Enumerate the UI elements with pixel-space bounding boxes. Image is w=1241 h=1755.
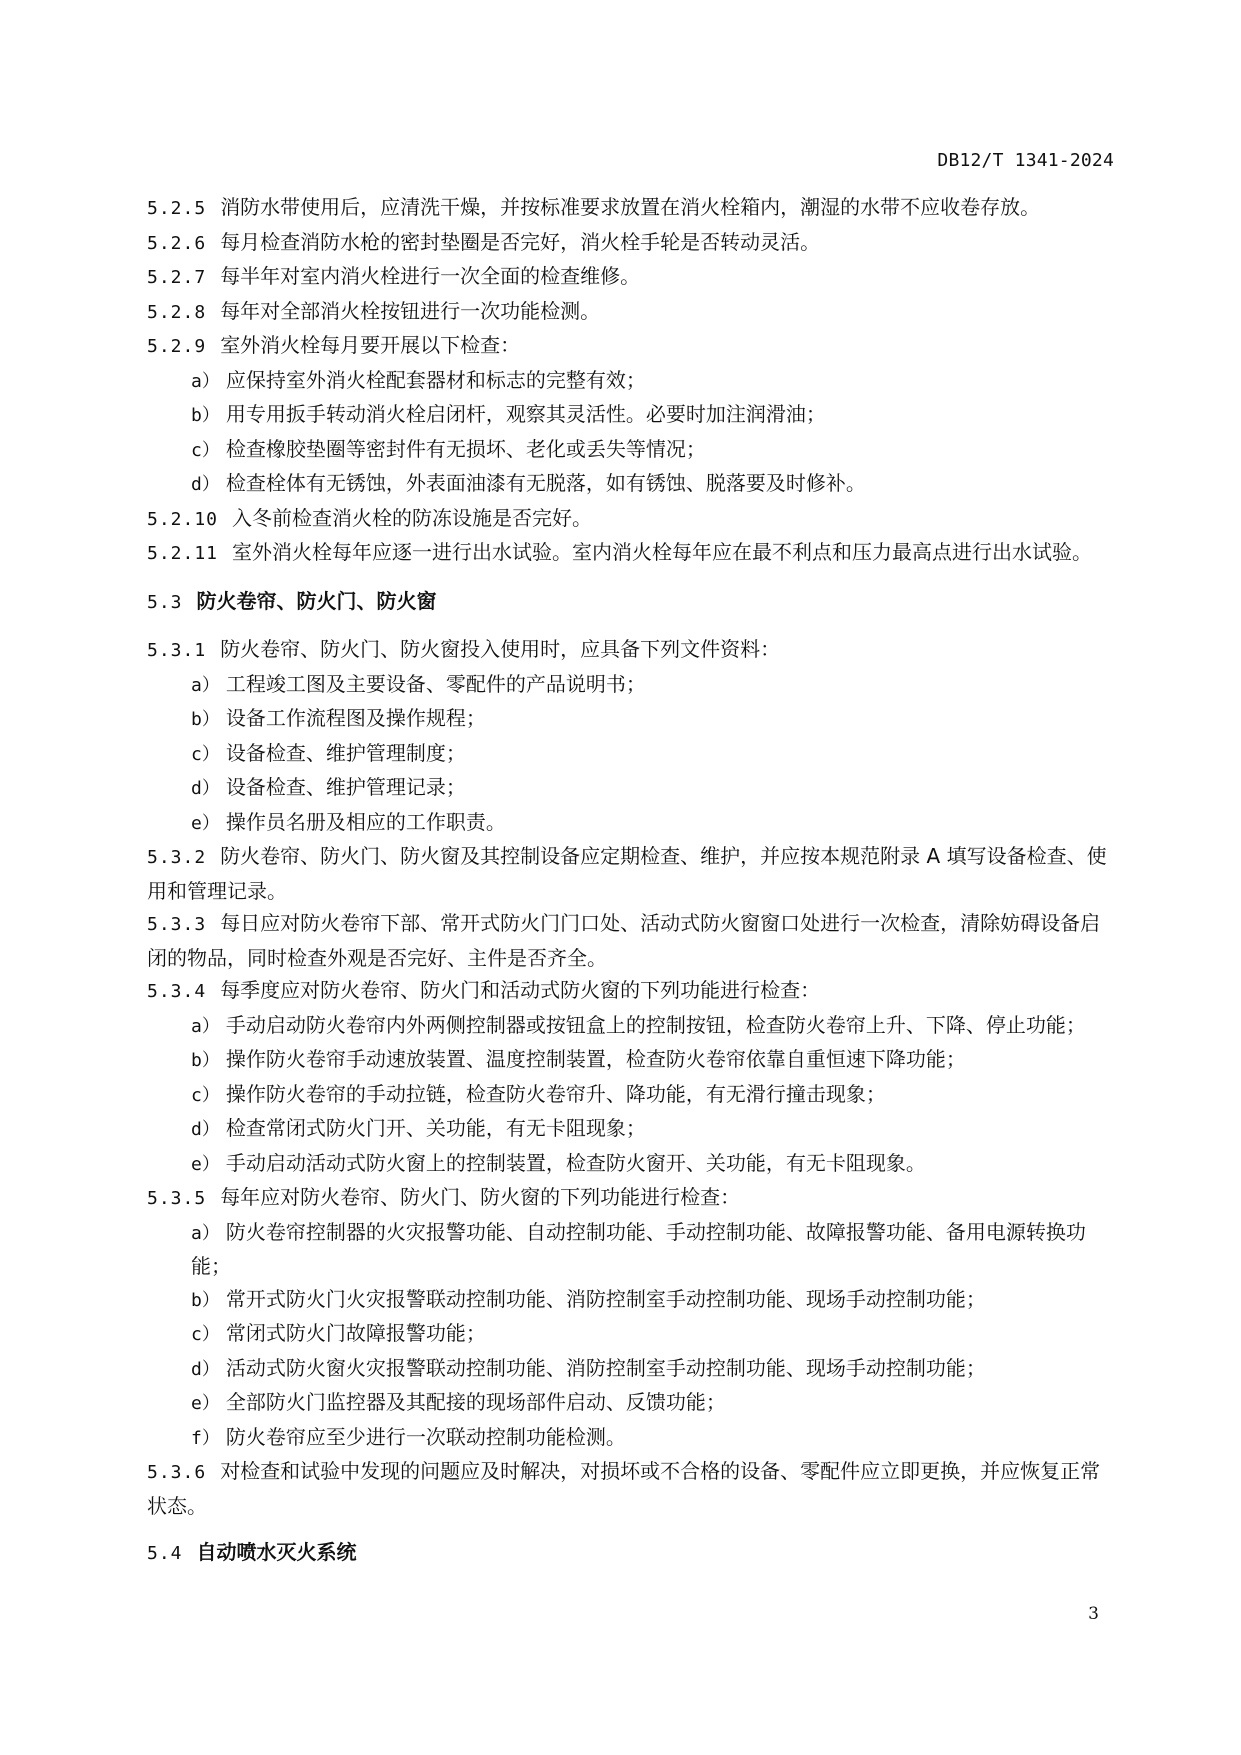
list-item — [147, 806, 1115, 841]
list-label: a） — [191, 1015, 220, 1037]
list-label: b） — [191, 1289, 220, 1311]
list-label: d） — [191, 1358, 220, 1380]
list-text: 检查常闭式防火门开、关功能，有无卡阻现象； — [225, 1116, 646, 1140]
list-label: e） — [191, 812, 220, 834]
clause-number: 5.3.6 — [147, 1462, 207, 1483]
list-label: a） — [191, 1222, 220, 1244]
section-number: 5.3 — [147, 591, 183, 613]
clause-text: 每月检查消防水枪的密封垫圈是否完好，消火栓手轮是否转动灵活。 — [220, 229, 821, 254]
list-item — [147, 1078, 1115, 1113]
document-number: DB12/T 1341-2024 — [937, 150, 1114, 171]
list-item — [147, 1043, 1115, 1078]
list-text: 活动式防火窗火灾报警联动控制功能、消防控制室手动控制功能、现场手动控制功能； — [225, 1355, 986, 1380]
list-label: b） — [191, 1050, 220, 1071]
list-label: c） — [191, 439, 220, 461]
clause-text: 入冬前检查消火栓的防冻设施是否完好。 — [232, 505, 593, 530]
list-text: 应保持室外消火栓配套器材和标志的完整有效； — [225, 367, 646, 392]
section-title: 自动喷水灭火系统 — [196, 1540, 357, 1564]
list-item — [147, 1216, 1115, 1283]
clause-5-3-6 — [147, 1455, 1115, 1522]
clause-5-3-3 — [147, 907, 1115, 974]
list-item — [147, 1386, 1115, 1421]
list-label: a） — [191, 370, 220, 392]
clause-number: 5.2.7 — [147, 267, 207, 288]
list-item — [147, 398, 1115, 433]
list-label: e） — [191, 1393, 220, 1414]
list-text: 检查橡胶垫圈等密封件有无损坏、老化或丢失等情况； — [225, 436, 706, 461]
clause-5-2-9 — [147, 329, 1115, 364]
list-text: 设备检查、维护管理记录； — [225, 775, 466, 799]
list-label: c） — [191, 1084, 220, 1106]
list-label: e） — [191, 1153, 220, 1175]
list-item — [147, 1352, 1115, 1387]
clause-text: 每年应对防火卷帘、防火门、防火窗的下列功能进行检查： — [220, 1185, 741, 1209]
clause-5-3-4 — [147, 974, 1115, 1009]
clause-number: 5.3.3 — [147, 914, 207, 935]
list-text: 常闭式防火门故障报警功能； — [225, 1321, 486, 1345]
list-text: 设备工作流程图及操作规程； — [225, 706, 486, 730]
section-heading-5-4 — [147, 1536, 1115, 1571]
clause-5-2-5 — [147, 191, 1115, 226]
clause-number: 5.2.8 — [147, 301, 207, 323]
clause-number: 5.3.5 — [147, 1188, 207, 1209]
list-label: d） — [191, 778, 220, 799]
list-label: b） — [191, 709, 220, 730]
list-item — [147, 1421, 1115, 1456]
clause-5-3-2 — [147, 840, 1115, 907]
list-text: 常开式防火门火灾报警联动控制功能、消防控制室手动控制功能、现场手动控制功能； — [225, 1286, 986, 1311]
list-text: 操作防火卷帘的手动拉链，检查防火卷帘升、降功能，有无滑行撞击现象； — [225, 1081, 886, 1106]
clause-number: 5.3.2 — [147, 847, 207, 868]
clause-text: 室外消火栓每月要开展以下检查： — [220, 333, 521, 357]
list-text: 全部防火门监控器及其配接的现场部件启动、反馈功能； — [225, 1390, 726, 1414]
list-item — [147, 1147, 1115, 1182]
list-item — [147, 1009, 1115, 1044]
clause-5-2-8 — [147, 295, 1115, 330]
clause-text: 每日应对防火卷帘下部、常开式防火门门口处、活动式防火窗窗口处进行一次检查，清除妨碍设备启闭的物品，同时检查外观是否完好、主件是否齐全。 — [147, 911, 1101, 970]
list-text: 手动启动防火卷帘内外两侧控制器或按钮盒上的控制按钮，检查防火卷帘上升、下降、停止功能； — [225, 1012, 1086, 1037]
list-item — [147, 1112, 1115, 1147]
list-label: c） — [191, 743, 220, 765]
clause-text: 室外消火栓每年应逐一进行出水试验。室内消火栓每年应在最不利点和压力最高点进行出水试验。 — [232, 540, 1093, 564]
section-number: 5.4 — [147, 1543, 183, 1564]
clause-number: 5.2.11 — [147, 543, 219, 564]
clause-text: 每半年对室内消火栓进行一次全面的检查维修。 — [220, 264, 641, 288]
list-text: 用专用扳手转动消火栓启闭杆，观察其灵活性。必要时加注润滑油； — [225, 402, 826, 426]
clause-text: 防火卷帘、防火门、防火窗投入使用时，应具备下列文件资料： — [220, 637, 781, 661]
list-item — [147, 771, 1115, 806]
clause-5-2-10 — [147, 502, 1115, 537]
section-title: 防火卷帘、防火门、防火窗 — [196, 588, 437, 613]
list-item — [147, 702, 1115, 737]
clause-text: 对检查和试验中发现的问题应及时解决，对损坏或不合格的设备、零配件应立即更换，并应恢复正常状态。 — [147, 1459, 1101, 1518]
list-label: d） — [191, 474, 220, 495]
list-item — [147, 737, 1115, 772]
clause-text: 消防水带使用后，应清洗干燥，并按标准要求放置在消火栓箱内，潮湿的水带不应收卷存放。 — [220, 195, 1041, 219]
clause-text: 防火卷帘、防火门、防火窗及其控制设备应定期检查、维护，并应按本规范附录 A 填写设备检查、使用和管理记录。 — [147, 844, 1107, 903]
list-item — [147, 1317, 1115, 1352]
list-text: 操作防火卷帘手动速放装置、温度控制装置，检查防火卷帘依靠自重恒速下降功能； — [225, 1047, 966, 1071]
document-body — [147, 191, 1115, 1585]
clause-number: 5.2.9 — [147, 336, 207, 357]
clause-5-2-6 — [147, 226, 1115, 261]
section-heading-5-3 — [147, 585, 1115, 620]
clause-5-3-1 — [147, 633, 1115, 668]
list-item — [147, 668, 1115, 703]
clause-5-3-5 — [147, 1181, 1115, 1216]
list-item — [147, 433, 1115, 468]
list-text: 防火卷帘控制器的火灾报警功能、自动控制功能、手动控制功能、故障报警功能、备用电源转换功能； — [191, 1219, 1086, 1278]
clause-text: 每季度应对防火卷帘、防火门和活动式防火窗的下列功能进行检查： — [220, 978, 821, 1002]
clause-5-2-7 — [147, 260, 1115, 295]
clause-number: 5.3.1 — [147, 640, 207, 661]
list-label: c） — [191, 1324, 220, 1345]
list-text: 工程竣工图及主要设备、零配件的产品说明书； — [225, 671, 646, 696]
page-number: 3 — [1088, 1604, 1099, 1624]
list-label: b） — [191, 405, 220, 426]
list-label: f） — [191, 1427, 220, 1449]
list-item — [147, 467, 1115, 502]
list-label: a） — [191, 674, 220, 696]
list-text: 操作员名册及相应的工作职责。 — [225, 809, 506, 834]
list-item — [147, 364, 1115, 399]
clause-number: 5.2.5 — [147, 198, 207, 219]
list-text: 防火卷帘应至少进行一次联动控制功能检测。 — [225, 1424, 626, 1449]
clause-number: 5.3.4 — [147, 981, 207, 1002]
clause-number: 5.2.10 — [147, 508, 219, 530]
list-text: 设备检查、维护管理制度； — [225, 740, 466, 765]
clause-text: 每年对全部消火栓按钮进行一次功能检测。 — [220, 298, 601, 323]
list-text: 手动启动活动式防火窗上的控制装置，检查防火窗开、关功能，有无卡阻现象。 — [225, 1150, 926, 1175]
clause-number: 5.2.6 — [147, 232, 207, 254]
list-item — [147, 1283, 1115, 1318]
list-text: 检查栓体有无锈蚀，外表面油漆有无脱落，如有锈蚀、脱落要及时修补。 — [225, 471, 866, 495]
list-label: d） — [191, 1119, 220, 1140]
clause-5-2-11 — [147, 536, 1115, 571]
